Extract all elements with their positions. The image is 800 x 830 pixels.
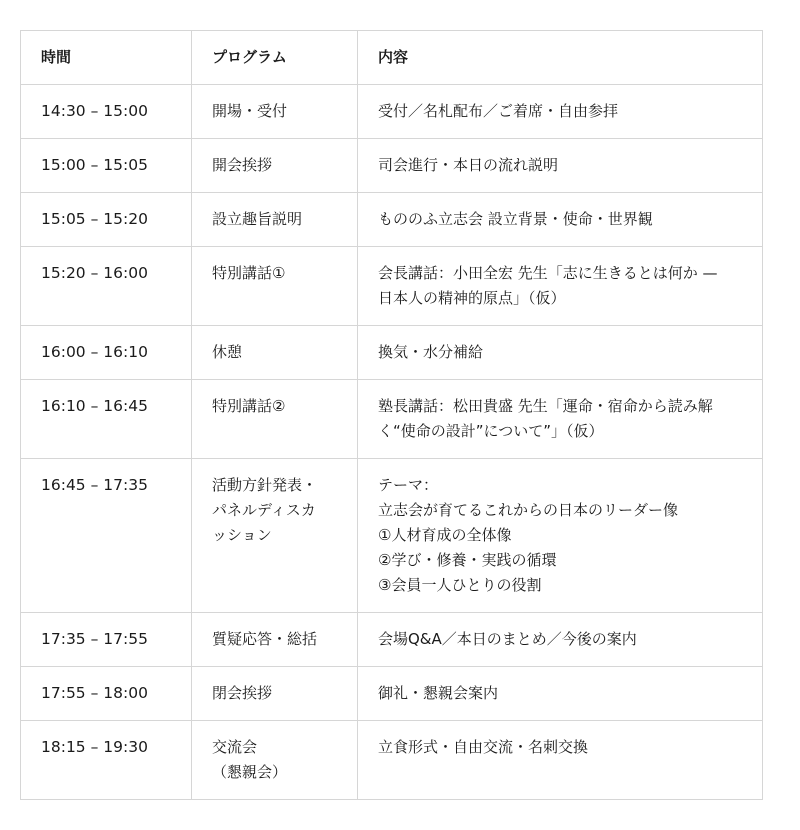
program-line: 閉会挨拶 — [212, 684, 273, 702]
content-cell — [358, 613, 763, 667]
program-line: パネルディスカ — [212, 501, 316, 519]
table-row — [21, 667, 763, 721]
content-line: ①人材育成の全体像 — [378, 526, 512, 544]
content-line: 会長講話：小田全宏 先生「志に生きるとは何か — — [378, 264, 718, 282]
content-cell — [358, 459, 763, 613]
content-line: ②学び・修養・実践の循環 — [378, 551, 557, 569]
content-line: 受付／名札配布／ご着席・自由参拝 — [378, 102, 619, 120]
program-line: 特別講話① — [212, 264, 286, 282]
content-line: 塾長講話：松田貴盛 先生「運命・宿命から読み解 — [378, 397, 713, 415]
time-cell: 15:05 – 15:20 — [21, 193, 192, 247]
time-cell: 16:10 – 16:45 — [21, 380, 192, 459]
table-row — [21, 613, 763, 667]
content-cell — [358, 667, 763, 721]
content-cell — [358, 721, 763, 800]
time-cell: 15:20 – 16:00 — [21, 247, 192, 326]
time-cell: 15:00 – 15:05 — [21, 139, 192, 193]
time-cell: 14:30 – 15:00 — [21, 85, 192, 139]
schedule-table — [20, 30, 763, 800]
table-row — [21, 380, 763, 459]
time-cell: 18:15 – 19:30 — [21, 721, 192, 800]
content-cell — [358, 247, 763, 326]
program-cell — [192, 721, 358, 800]
time-cell: 16:00 – 16:10 — [21, 326, 192, 380]
content-line: 立志会が育てるこれからの日本のリーダー像 — [378, 501, 679, 519]
content-cell — [358, 85, 763, 139]
content-cell — [358, 193, 763, 247]
table-row — [21, 85, 763, 139]
content-cell — [358, 326, 763, 380]
program-cell — [192, 85, 358, 139]
program-line: ッション — [212, 526, 272, 544]
program-line: 開場・受付 — [212, 102, 288, 120]
content-line: 司会進行・本日の流れ説明 — [378, 156, 559, 174]
table-row — [21, 721, 763, 800]
table-row — [21, 193, 763, 247]
table-header-row — [21, 31, 763, 85]
program-line: （懇親会） — [212, 763, 288, 781]
content-cell — [358, 139, 763, 193]
program-line: 開会挨拶 — [212, 156, 273, 174]
table-row — [21, 459, 763, 613]
program-cell — [192, 139, 358, 193]
header-time: 時間 — [21, 31, 192, 85]
program-cell — [192, 459, 358, 613]
table-row — [21, 139, 763, 193]
program-line: 交流会 — [212, 738, 258, 756]
content-line: 日本人の精神的原点」（仮） — [378, 289, 566, 307]
content-line: もののふ立志会 設立背景・使命・世界観 — [378, 210, 653, 228]
content-line: 換気・水分補給 — [378, 343, 484, 361]
content-line: 会場Q&A／本日のまとめ／今後の案内 — [378, 630, 637, 648]
time-cell: 17:55 – 18:00 — [21, 667, 192, 721]
program-cell — [192, 380, 358, 459]
content-line: 立食形式・自由交流・名刺交換 — [378, 738, 589, 756]
program-line: 休憩 — [212, 343, 243, 361]
content-line: 御礼・懇親会案内 — [378, 684, 499, 702]
schedule-container — [20, 30, 762, 800]
header-program: プログラム — [192, 31, 358, 85]
program-cell — [192, 193, 358, 247]
content-cell — [358, 380, 763, 459]
program-line: 設立趣旨説明 — [212, 210, 303, 228]
table-row — [21, 247, 763, 326]
content-line: く“使命の設計”について”」（仮） — [378, 422, 604, 440]
program-line: 特別講話② — [212, 397, 286, 415]
program-line: 活動方針発表・ — [212, 476, 318, 494]
program-cell — [192, 326, 358, 380]
content-line: テーマ： — [378, 476, 439, 494]
time-cell: 16:45 – 17:35 — [21, 459, 192, 613]
header-content: 内容 — [358, 31, 763, 85]
program-cell — [192, 613, 358, 667]
program-cell — [192, 247, 358, 326]
program-cell — [192, 667, 358, 721]
content-line: ③会員一人ひとりの役割 — [378, 576, 542, 594]
time-cell: 17:35 – 17:55 — [21, 613, 192, 667]
table-row — [21, 326, 763, 380]
program-line: 質疑応答・総括 — [212, 630, 318, 648]
